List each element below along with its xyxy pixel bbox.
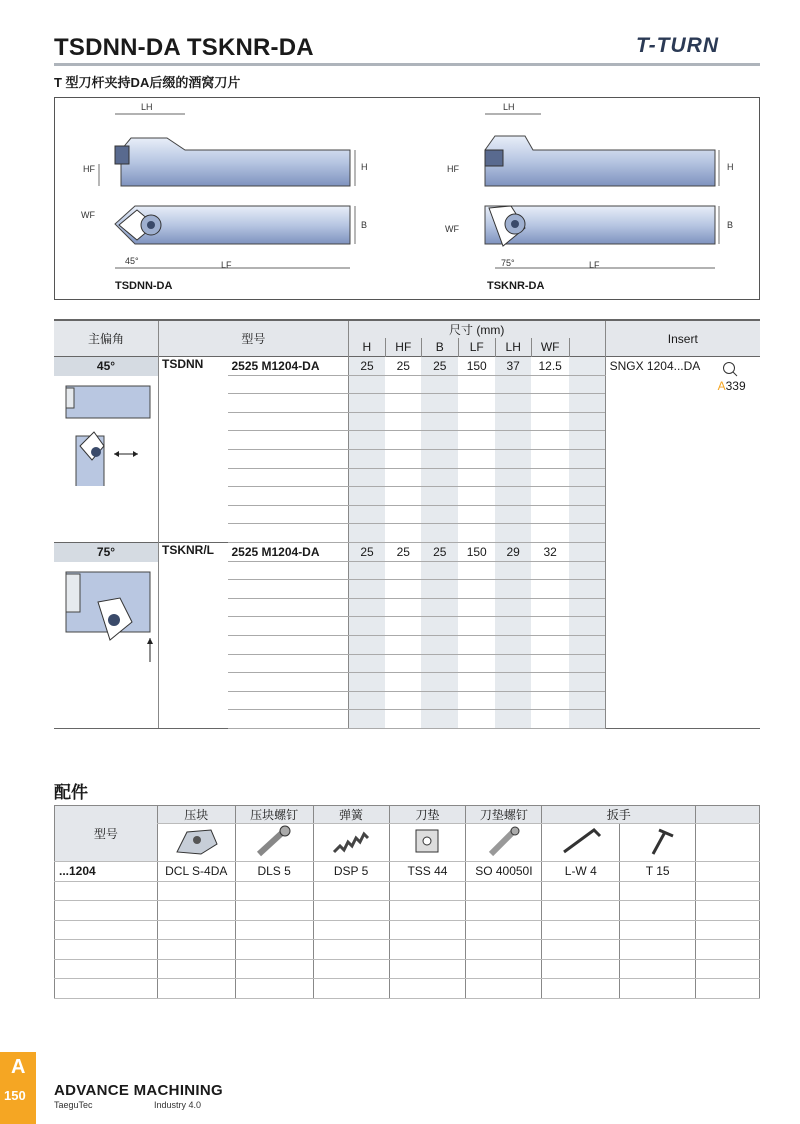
page-title: TSDNN-DA TSKNR-DA bbox=[54, 34, 314, 61]
drawing-label-left: TSDNN-DA bbox=[115, 280, 173, 292]
tsknr-side-view bbox=[485, 114, 719, 186]
table-row bbox=[55, 862, 760, 882]
header-insert: Insert bbox=[605, 320, 760, 357]
dim-lf-left: LF bbox=[221, 260, 232, 270]
cell-b: 25 bbox=[421, 357, 458, 376]
header-size: 尺寸 (mm) bbox=[348, 320, 605, 338]
brand-company: TaeguTec bbox=[54, 1100, 93, 1110]
page-tab bbox=[0, 1052, 36, 1124]
dim-b-left: B bbox=[361, 220, 368, 230]
title-rule bbox=[54, 63, 760, 66]
spec-table bbox=[54, 319, 760, 729]
table-row bbox=[54, 357, 760, 376]
page-number: 150 bbox=[4, 1088, 26, 1103]
brand-tagline: Industry 4.0 bbox=[154, 1100, 202, 1110]
dim-wf-right: WF bbox=[445, 224, 459, 234]
angle-45: 45° bbox=[54, 357, 158, 376]
acc-l-wrench: L-W 4 bbox=[542, 862, 620, 882]
dim-hf-left: HF bbox=[83, 164, 95, 174]
cell-wf: 32 bbox=[531, 543, 569, 562]
insert-cell bbox=[610, 359, 756, 399]
icon-45-tool bbox=[54, 376, 158, 486]
icon-75-tool bbox=[54, 562, 158, 672]
header-col-b: B bbox=[421, 338, 458, 357]
insert-code: SNGX 1204...DA bbox=[609, 359, 701, 374]
accessories-title: 配件 bbox=[54, 783, 88, 802]
dim-lf-right: LF bbox=[589, 260, 600, 270]
cell-hf: 25 bbox=[385, 357, 421, 376]
acc-header-shim: 刀垫 bbox=[389, 806, 466, 824]
tool-drawings bbox=[55, 98, 759, 299]
cell-lf: 150 bbox=[458, 543, 495, 562]
acc-header-model: 型号 bbox=[55, 806, 158, 862]
dim-75: 75° bbox=[501, 258, 515, 268]
header-model: 型号 bbox=[159, 320, 349, 357]
acc-model: ...1204 bbox=[55, 862, 158, 882]
dim-lh-right: LH bbox=[503, 102, 515, 112]
series-tsdnn: TSDNN bbox=[162, 357, 204, 372]
cell-h: 25 bbox=[348, 543, 385, 562]
acc-clamp-screw: DLS 5 bbox=[235, 862, 313, 882]
insert-reference[interactable]: A339 bbox=[717, 379, 746, 394]
magnifier-icon bbox=[722, 361, 738, 377]
drawing-panel bbox=[54, 97, 760, 300]
cell-lh: 37 bbox=[495, 357, 531, 376]
clamp-screw-icon bbox=[235, 824, 313, 862]
cell-lh: 29 bbox=[495, 543, 531, 562]
cell-lf: 150 bbox=[458, 357, 495, 376]
acc-header-shim-screw: 刀垫螺钉 bbox=[466, 806, 542, 824]
dim-h-right: H bbox=[727, 162, 734, 172]
acc-header-spring: 弹簧 bbox=[313, 806, 389, 824]
drawing-label-right: TSKNR-DA bbox=[487, 280, 545, 292]
shim-screw-icon bbox=[466, 824, 542, 862]
header-col-wf: WF bbox=[531, 338, 569, 357]
model-tsdnn: 2525 M1204-DA bbox=[228, 357, 348, 376]
acc-shim: TSS 44 bbox=[389, 862, 466, 882]
tsdnn-side-view bbox=[99, 114, 355, 186]
angle-75: 75° bbox=[54, 543, 158, 562]
l-wrench-icon bbox=[542, 824, 620, 862]
header-angle: 主偏角 bbox=[54, 320, 159, 357]
acc-header-wrench: 扳手 bbox=[542, 806, 696, 824]
model-tsknr: 2525 M1204-DA bbox=[228, 543, 348, 562]
accessories-table bbox=[54, 805, 760, 999]
acc-t-wrench: T 15 bbox=[620, 862, 696, 882]
page-letter: A bbox=[11, 1056, 26, 1078]
t-turn-logo: T-TURN bbox=[636, 34, 719, 57]
spring-icon bbox=[313, 824, 389, 862]
header-col-h: H bbox=[348, 338, 385, 357]
acc-header-clamp: 压块 bbox=[157, 806, 235, 824]
acc-shim-screw: SO 40050I bbox=[466, 862, 542, 882]
dim-hf-right: HF bbox=[447, 164, 459, 174]
tsdnn-top-view bbox=[115, 206, 355, 268]
cell-hf: 25 bbox=[385, 543, 421, 562]
shim-icon bbox=[389, 824, 466, 862]
clamp-icon bbox=[157, 824, 235, 862]
series-tsknr: TSKNR/L bbox=[159, 543, 229, 729]
t-wrench-icon bbox=[620, 824, 696, 862]
cell-h: 25 bbox=[348, 357, 385, 376]
header-col-lf: LF bbox=[458, 338, 495, 357]
dim-lh-left: LH bbox=[141, 102, 153, 112]
brand-logo: ADVANCE MACHINING bbox=[54, 1082, 223, 1099]
tsknr-top-view bbox=[485, 206, 719, 268]
acc-clamp: DCL S-4DA bbox=[157, 862, 235, 882]
cell-wf: 12.5 bbox=[531, 357, 569, 376]
page-subtitle: T 型刀杆夹持DA后缀的酒窝刀片 bbox=[54, 75, 241, 90]
header-col-lh: LH bbox=[495, 338, 531, 357]
dim-h-left: H bbox=[361, 162, 368, 172]
dim-b-right: B bbox=[727, 220, 734, 230]
acc-header-clamp-screw: 压块螺钉 bbox=[235, 806, 313, 824]
dim-45: 45° bbox=[125, 256, 139, 266]
acc-spring: DSP 5 bbox=[313, 862, 389, 882]
cell-b: 25 bbox=[421, 543, 458, 562]
dim-wf-left: WF bbox=[81, 210, 95, 220]
header-col-hf: HF bbox=[385, 338, 421, 357]
